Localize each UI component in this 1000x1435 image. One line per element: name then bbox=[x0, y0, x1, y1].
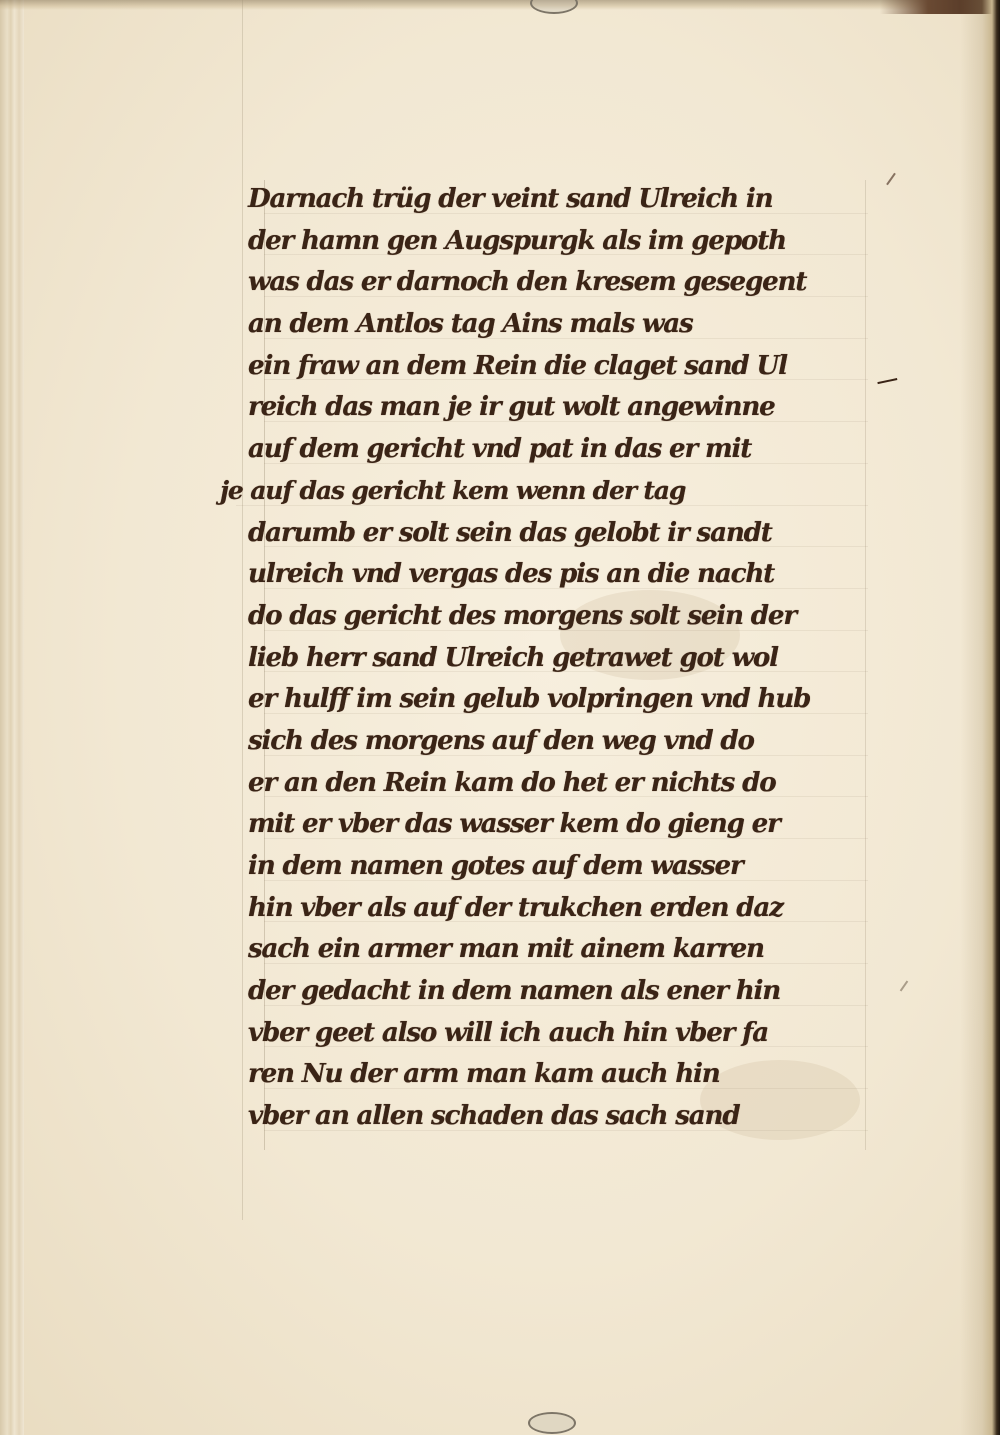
ruling-line bbox=[242, 0, 243, 1220]
top-clasp bbox=[530, 0, 578, 14]
text-line: do das gericht des morgens solt sein der bbox=[248, 595, 908, 637]
right-page-edge bbox=[960, 0, 1000, 1435]
text-line: er hulff im sein gelub volpringen vnd hub bbox=[248, 678, 908, 720]
text-line: ren Nu der arm man kam auch hin bbox=[248, 1053, 908, 1095]
text-line: vber an allen schaden das sach sand bbox=[248, 1095, 908, 1137]
text-line: lieb herr sand Ulreich getrawet got wol bbox=[248, 637, 908, 679]
text-line: der gedacht in dem namen als ener hin bbox=[248, 970, 908, 1012]
text-line: was das er darnoch den kresem gesegent bbox=[248, 261, 908, 303]
text-line: je auf das gericht kem wenn der tag bbox=[220, 470, 908, 512]
text-line: in dem namen gotes auf dem wasser bbox=[248, 845, 908, 887]
text-line: ulreich vnd vergas des pis an die nacht bbox=[248, 553, 908, 595]
page-gutter bbox=[0, 0, 24, 1435]
text-line: sach ein armer man mit ainem karren bbox=[248, 928, 908, 970]
text-line: er an den Rein kam do het er nichts do bbox=[248, 762, 908, 804]
text-line: reich das man je ir gut wolt angewinne bbox=[248, 386, 908, 428]
text-line: der hamn gen Augspurgk als im gepoth bbox=[248, 220, 908, 262]
text-line: ein fraw an dem Rein die claget sand Ul bbox=[248, 345, 908, 387]
text-line: darumb er solt sein das gelobt ir sandt bbox=[248, 512, 908, 554]
bottom-clasp bbox=[528, 1412, 576, 1434]
text-line: vber geet also will ich auch hin vber fa bbox=[248, 1012, 908, 1054]
handwritten-text-block bbox=[220, 178, 908, 1137]
text-line: hin vber als auf der trukchen erden daz bbox=[248, 887, 908, 929]
text-line: auf dem gericht vnd pat in das er mit bbox=[248, 428, 908, 470]
top-edge bbox=[0, 0, 1000, 10]
text-line: Darnach trüg der veint sand Ulreich in bbox=[248, 178, 908, 220]
text-line: sich des morgens auf den weg vnd do bbox=[248, 720, 908, 762]
text-line: mit er vber das wasser kem do gieng er bbox=[248, 803, 908, 845]
text-line: an dem Antlos tag Ains mals was bbox=[248, 303, 908, 345]
